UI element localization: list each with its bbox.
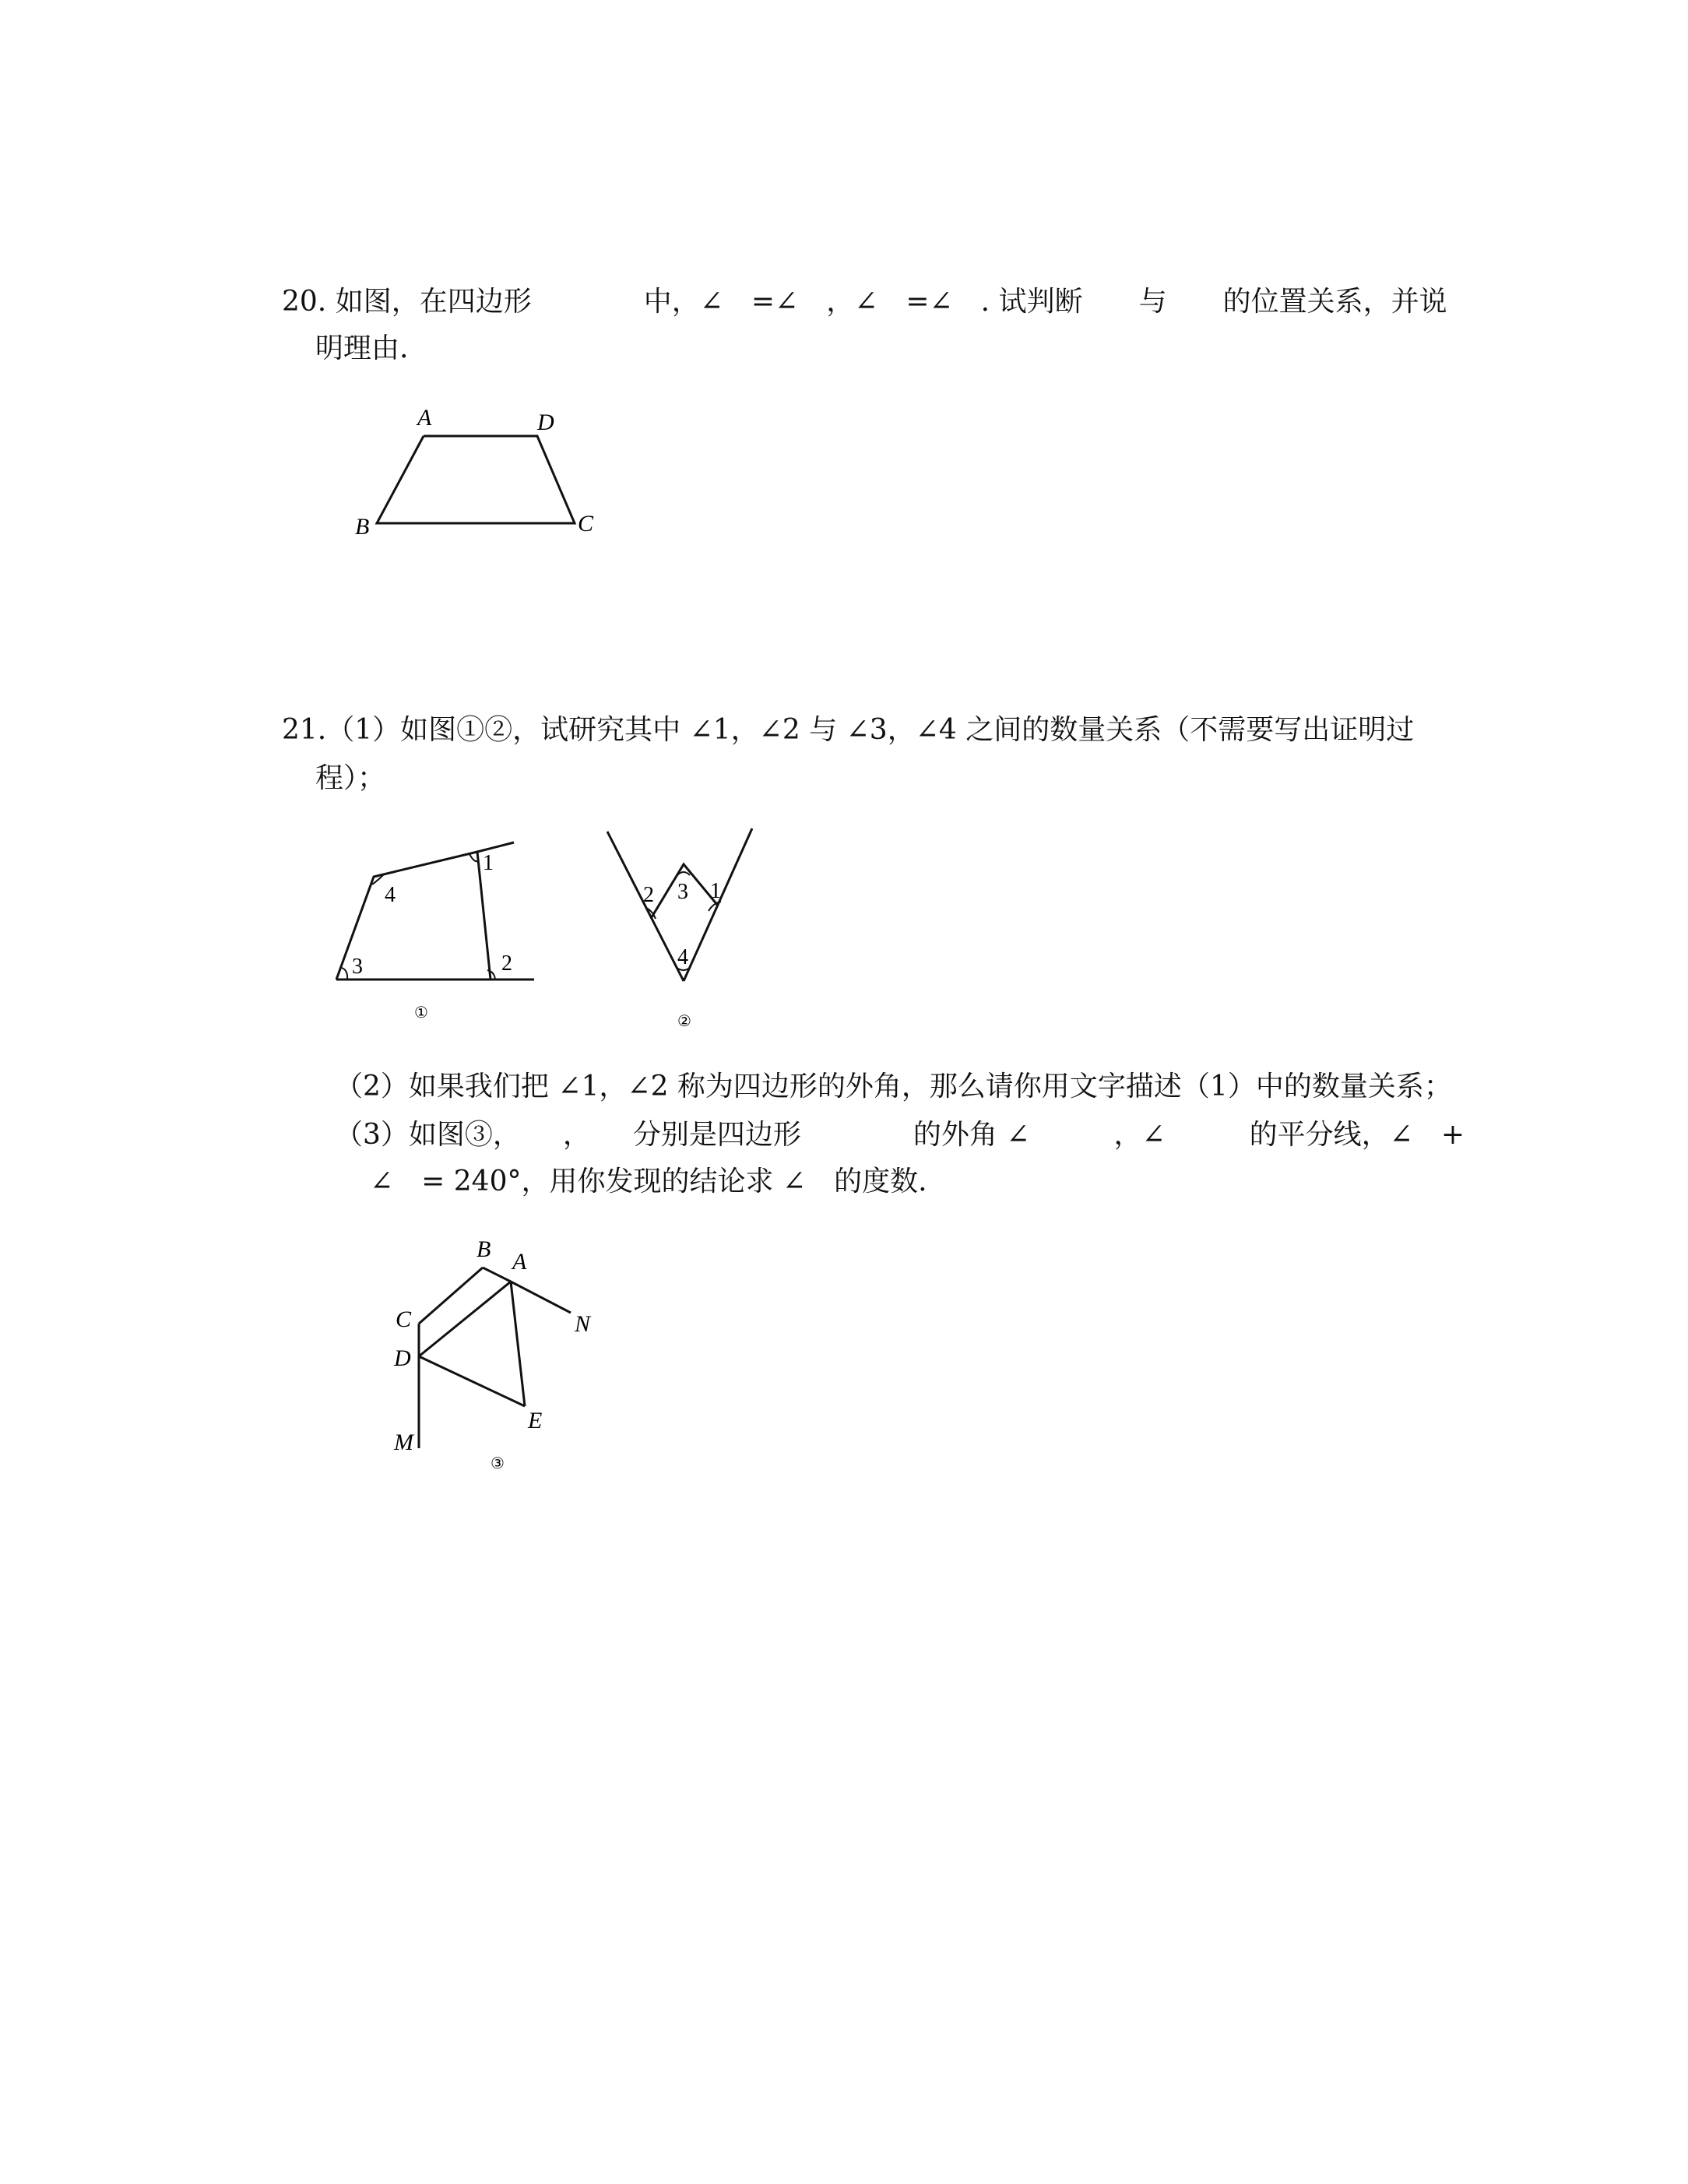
q21-part1-line-1: 21.（1）如图①②，试研究其中 ∠1，∠2 与 ∠3，∠4 之间的数量关系（不需要写出证明过 bbox=[282, 714, 1415, 746]
q21-part3-line-2: ∠ = 240°，用你发现的结论求 ∠ 的度数. bbox=[370, 1166, 927, 1198]
label-D: D bbox=[537, 410, 554, 435]
figure-1 bbox=[327, 825, 553, 1028]
fig3-label-M: M bbox=[394, 1430, 413, 1455]
fig3-label-B: B bbox=[477, 1236, 491, 1262]
fig1-caption: ① bbox=[414, 1004, 428, 1022]
label-B: B bbox=[355, 514, 370, 540]
fig3-caption: ③ bbox=[491, 1455, 505, 1472]
label-C: C bbox=[578, 511, 594, 536]
fig2-angle-label-4: 4 bbox=[677, 945, 688, 969]
fig1-angle-label-3: 3 bbox=[352, 955, 363, 979]
fig3-label-D: D bbox=[394, 1345, 411, 1371]
fig3-line-DA bbox=[419, 1282, 511, 1356]
fig1-angle-label-1: 1 bbox=[483, 851, 494, 875]
fig3-label-N: N bbox=[575, 1311, 591, 1337]
q21-part2: （2）如果我们把 ∠1，∠2 称为四边形的外角，那么请你用文字描述（1）中的数量关系； bbox=[335, 1071, 1452, 1103]
q20-line-1: 20. 如图，在四边形 中，∠ =∠ ，∠ =∠ . 试判断 与 的位置关系，并说 bbox=[282, 286, 1447, 318]
q21-part1-line-2: 程）； bbox=[315, 762, 386, 794]
fig3-line-CB bbox=[419, 1268, 483, 1324]
fig3-line-AN bbox=[511, 1282, 571, 1313]
fig3-label-E: E bbox=[528, 1408, 543, 1433]
fig1-arc-3 bbox=[342, 968, 347, 979]
q21-part3-line-1: （3）如图③， ， 分别是四边形 的外角 ∠ ，∠ 的平分线，∠ + bbox=[335, 1119, 1465, 1151]
figure-2 bbox=[600, 825, 771, 1036]
fig3-label-C: C bbox=[396, 1307, 412, 1332]
q20-line-2: 明理由. bbox=[315, 332, 409, 364]
fig3-line-AE bbox=[511, 1282, 525, 1406]
fig1-angle-label-4: 4 bbox=[385, 883, 396, 907]
label-A: A bbox=[417, 405, 432, 431]
fig2-angle-label-1: 1 bbox=[710, 879, 721, 903]
fig3-line-DE bbox=[419, 1356, 525, 1406]
fig3-label-A: A bbox=[512, 1249, 527, 1275]
figure-3 bbox=[382, 1230, 615, 1487]
trapezoid-outline bbox=[377, 436, 575, 523]
fig2-caption: ② bbox=[677, 1013, 691, 1030]
fig2-angle-label-2: 2 bbox=[643, 883, 654, 907]
fig3-line-BA bbox=[483, 1268, 511, 1282]
q20-trapezoid-figure bbox=[343, 397, 623, 553]
fig1-angle-label-2: 2 bbox=[501, 951, 512, 976]
fig2-angle-label-3: 3 bbox=[677, 880, 688, 904]
